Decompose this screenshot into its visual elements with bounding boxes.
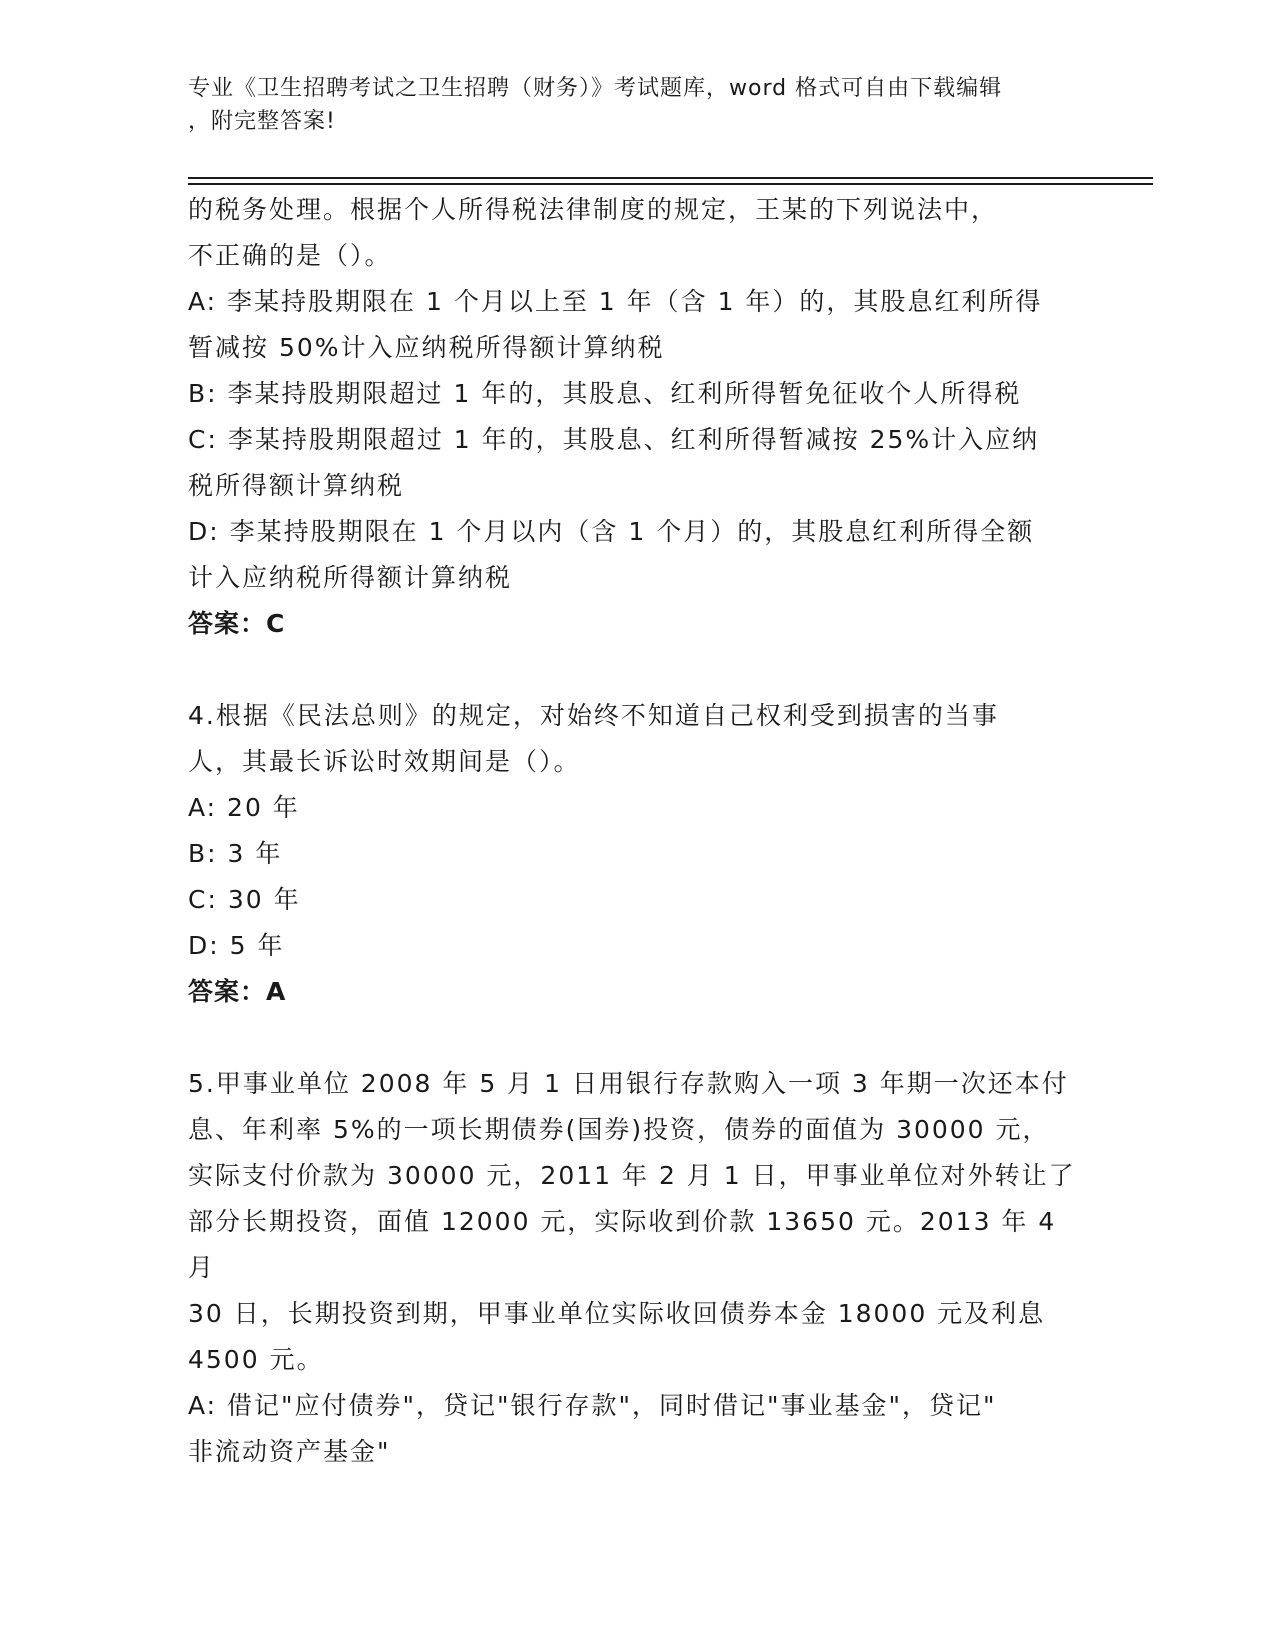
q5-stem-line-6: 4500 元。	[188, 1345, 324, 1374]
q4-stem-line-2: 人，其最长诉讼时效期间是（）。	[188, 747, 581, 776]
header-rule-top	[188, 177, 1153, 179]
q5-stem-line-2: 息、年利率 5%的一项长期债券(国券)投资，债券的面值为 30000 元，	[188, 1115, 1050, 1144]
q3-stem-line-1: 的税务处理。根据个人所得税法律制度的规定，王某的下列说法中，	[188, 195, 999, 224]
q4-answer: 答案：A	[188, 977, 287, 1006]
q3-option-d-line-2: 计入应纳税所得额计算纳税	[188, 563, 513, 592]
header-rule-bottom	[188, 183, 1153, 185]
spacer	[188, 647, 1088, 693]
header-line-2: ，附完整答案!	[188, 109, 336, 134]
q3-option-b: B: 李某持股期限超过 1 年的，其股息、红利所得暂免征收个人所得税	[188, 379, 1022, 408]
q4-option-d: D: 5 年	[188, 931, 285, 960]
spacer	[188, 1015, 1088, 1061]
document-body	[188, 187, 1088, 1475]
q5-option-a-line-2: 非流动资产基金"	[188, 1437, 391, 1466]
q5-stem-line-3: 实际支付价款为 30000 元，2011 年 2 月 1 日，甲事业单位对外转让了	[188, 1161, 1076, 1190]
q3-option-a-line-1: A: 李某持股期限在 1 个月以上至 1 年（含 1 年）的，其股息红利所得	[188, 287, 1043, 316]
q5-stem-line-1: 5.甲事业单位 2008 年 5 月 1 日用银行存款购入一项 3 年期一次还本付	[188, 1069, 1069, 1098]
q5-stem-line-4: 部分长期投资，面值 12000 元，实际收到价款 13650 元。2013 年 4 月	[188, 1207, 1057, 1282]
q4-stem-line-1: 4.根据《民法总则》的规定，对始终不知道自己权利受到损害的当事	[188, 701, 999, 730]
q4-option-b: B: 3 年	[188, 839, 283, 868]
q3-option-c-line-1: C: 李某持股期限超过 1 年的，其股息、红利所得暂减按 25%计入应纳	[188, 425, 1040, 454]
page-header	[188, 72, 1068, 138]
q3-answer: 答案：C	[188, 609, 286, 638]
q4-option-c: C: 30 年	[188, 885, 301, 914]
q3-option-a-line-2: 暂减按 50%计入应纳税所得额计算纳税	[188, 333, 665, 362]
q4-option-a: A: 20 年	[188, 793, 300, 822]
header-line-1: 专业《卫生招聘考试之卫生招聘（财务）》考试题库，word 格式可自由下载编辑	[188, 76, 1003, 101]
q5-stem-line-5: 30 日，长期投资到期，甲事业单位实际收回债券本金 18000 元及利息	[188, 1299, 1046, 1328]
q5-option-a-line-1: A: 借记"应付债券"，贷记"银行存款"，同时借记"事业基金"，贷记"	[188, 1391, 997, 1420]
q3-option-c-line-2: 税所得额计算纳税	[188, 471, 405, 500]
q3-stem-line-2: 不正确的是（）。	[188, 241, 392, 270]
q3-option-d-line-1: D: 李某持股期限在 1 个月以内（含 1 个月）的，其股息红利所得全额	[188, 517, 1035, 546]
